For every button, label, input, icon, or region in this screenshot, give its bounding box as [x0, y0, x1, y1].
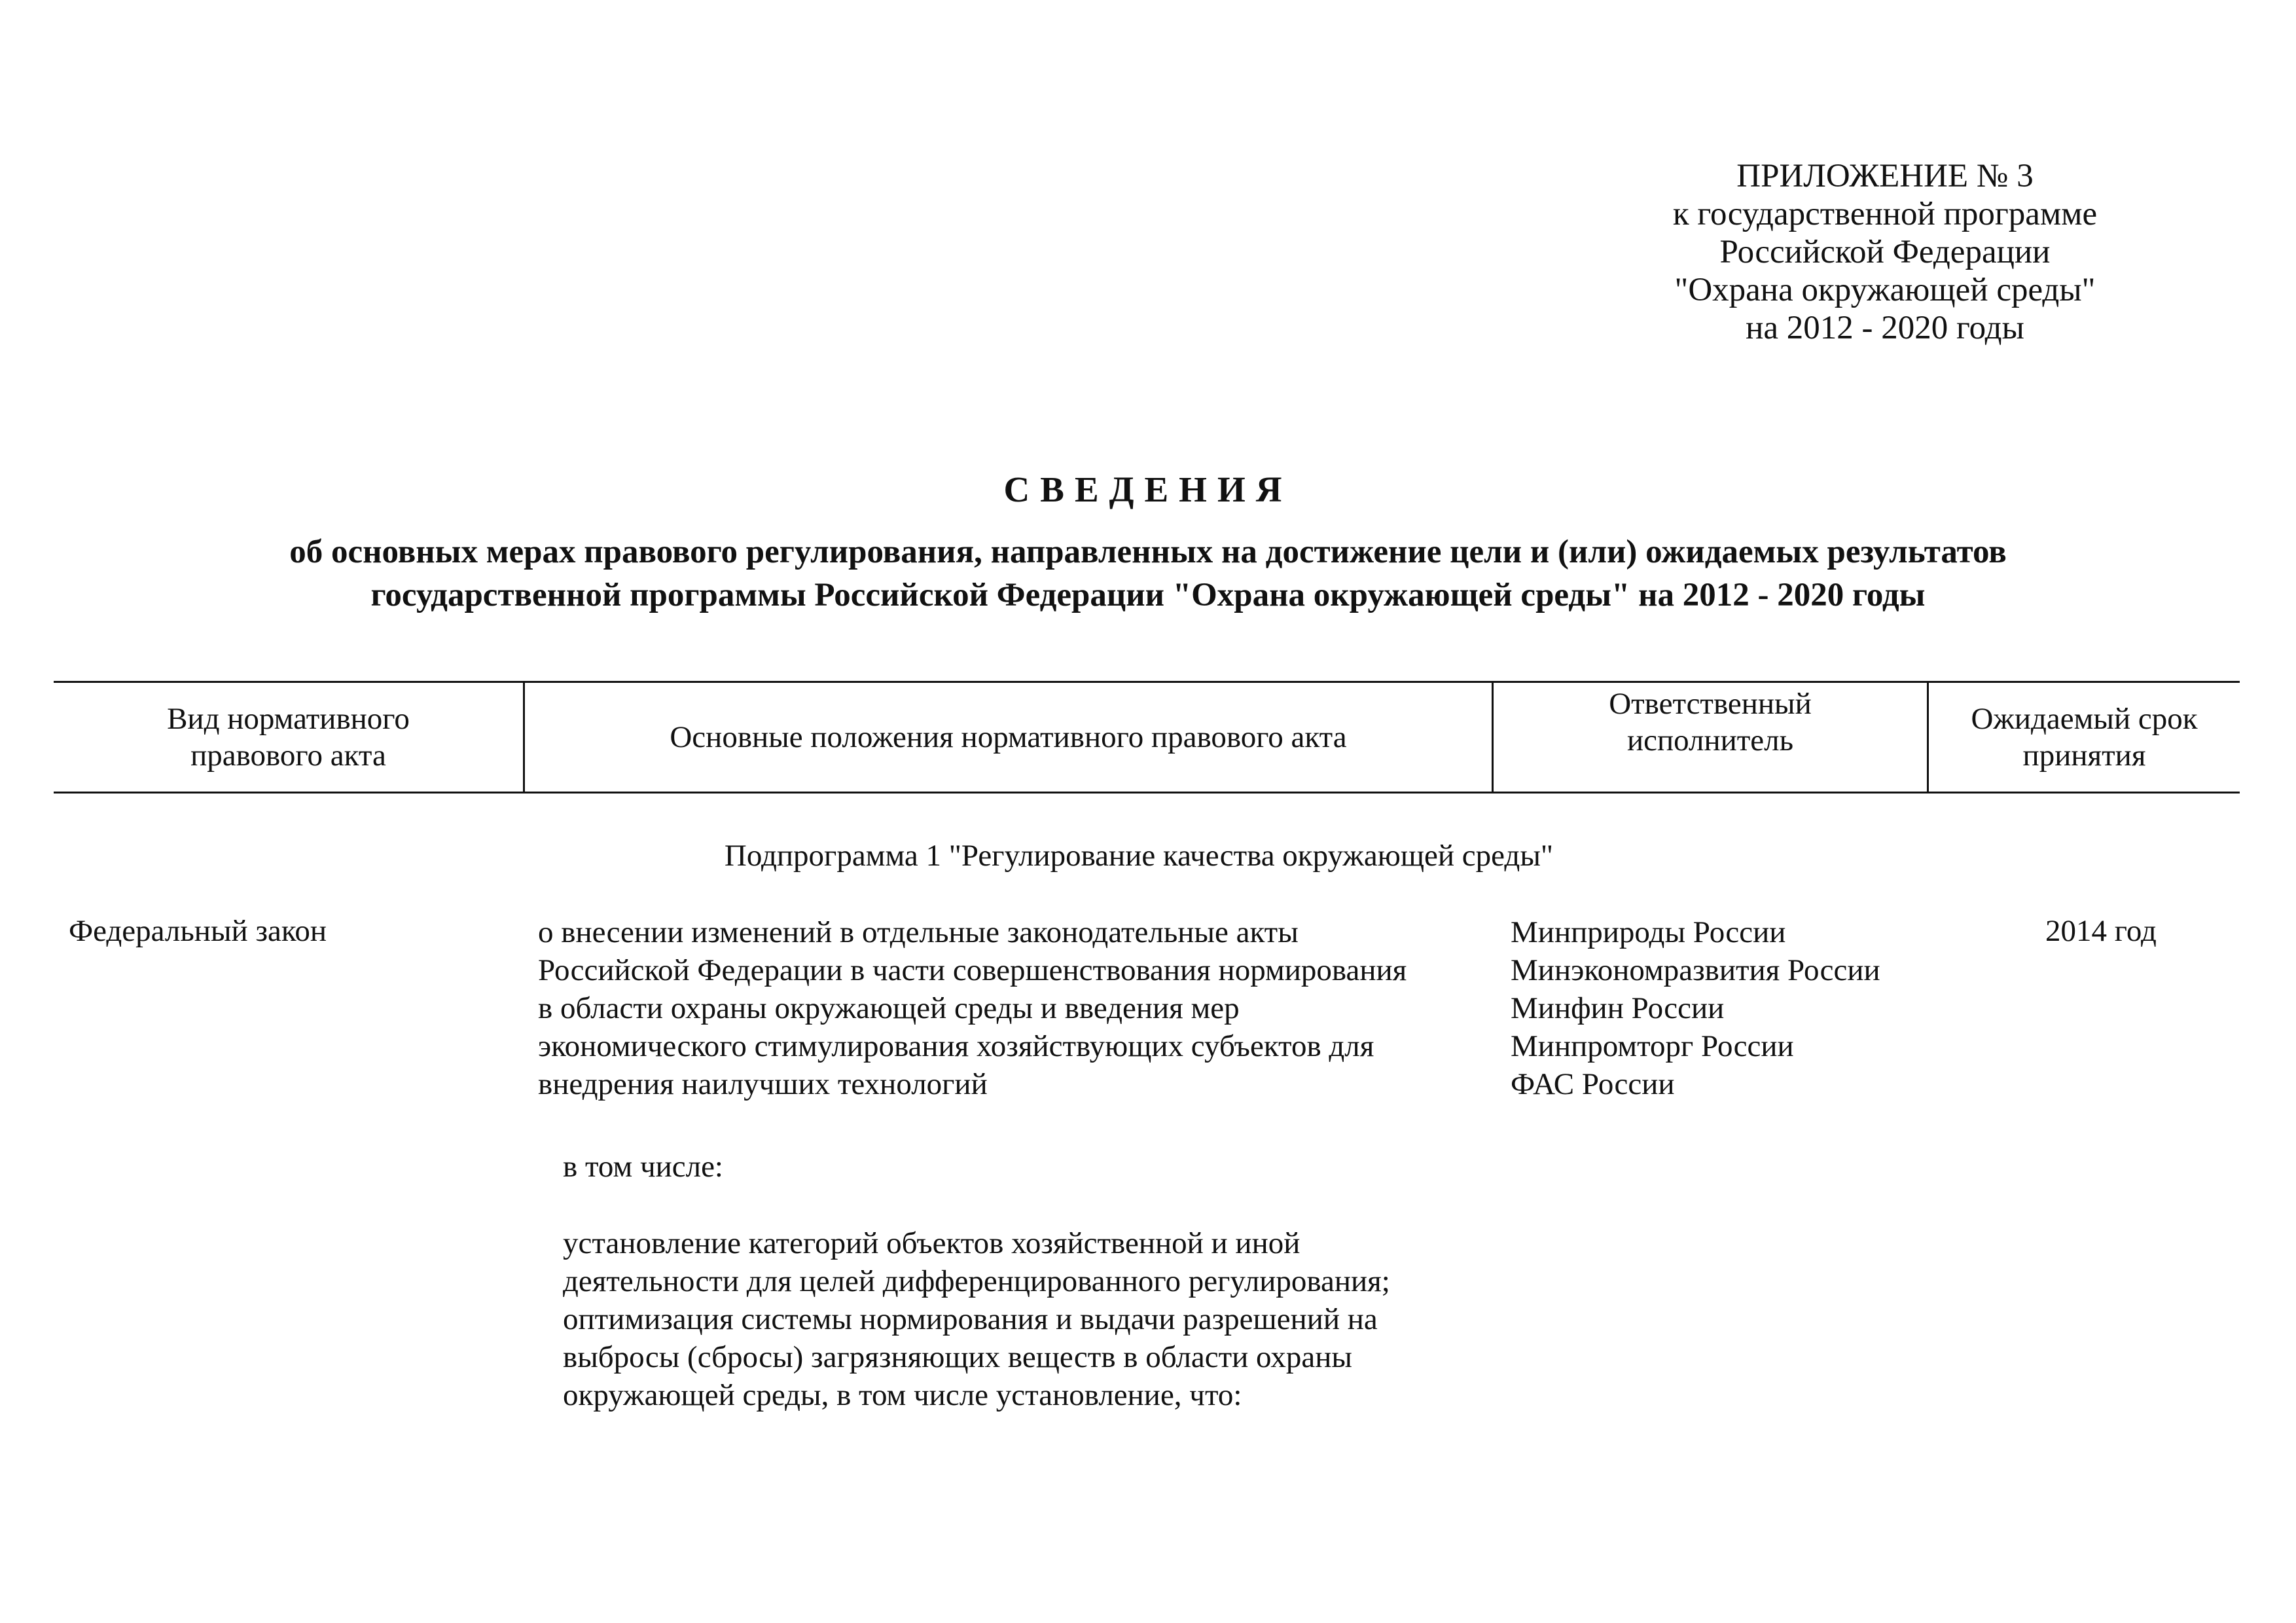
responsible-item: Минприроды России: [1511, 915, 1786, 949]
document-title: СВЕДЕНИЯ: [1003, 469, 1293, 509]
subtitle-line: государственной программы Российской Федерации "Охрана окружающей среды" на 2012 - 2020 годы: [370, 577, 1926, 613]
details-line: деятельности для целей дифференцированного регулирования;: [563, 1264, 1390, 1298]
responsible-item: ФАС России: [1511, 1067, 1675, 1101]
annex-line: Российской Федерации: [1719, 234, 2051, 270]
header-main-provisions: [525, 683, 1494, 792]
header-responsible: [1494, 683, 1929, 792]
responsible-item: Минфин России: [1511, 991, 1725, 1025]
header-line: принятия: [2022, 739, 2146, 773]
act-type-cell: Федеральный закон: [69, 914, 327, 948]
annex-line: "Охрана окружающей среды": [1674, 272, 2096, 308]
header-line: Ответственный: [1609, 687, 1812, 721]
details-line: окружающей среды, в том числе установление, что:: [563, 1378, 1242, 1412]
provision-line: о внесении изменений в отдельные законодательные акты: [538, 915, 1299, 949]
subtitle-line: об основных мерах правового регулирования, направленных на достижение цели и (или) ожидаемых результатов: [289, 534, 2007, 570]
responsible-item: Минпромторг России: [1511, 1029, 1794, 1063]
details-line: оптимизация системы нормирования и выдачи разрешений на: [563, 1302, 1378, 1336]
header-line: Ожидаемый срок: [1971, 702, 2198, 736]
annex-line: к государственной программе: [1672, 196, 2098, 232]
responsible-item: Минэкономразвития России: [1511, 953, 1880, 987]
header-line: Вид нормативного: [167, 702, 410, 736]
annex-line: на 2012 - 2020 годы: [1746, 310, 2024, 346]
details-block: [563, 1224, 1479, 1414]
header-act-type: [54, 683, 525, 792]
details-line: выбросы (сбросы) загрязняющих веществ в области охраны: [563, 1340, 1352, 1374]
header-line: Основные положения нормативного правового акта: [670, 720, 1347, 754]
header-expected-term: [1929, 683, 2240, 792]
subprogram-title: Подпрограмма 1 "Регулирование качества окружающей среды": [724, 839, 1554, 873]
provision-line: Российской Федерации в части совершенствования нормирования: [538, 953, 1407, 987]
annex-header: [1610, 157, 2160, 347]
responsible-cell: [1511, 913, 1880, 1103]
header-line: правового акта: [190, 739, 386, 773]
annex-line: ПРИЛОЖЕНИЕ № 3: [1736, 158, 2034, 194]
provision-line: внедрения наилучших технологий: [538, 1067, 988, 1101]
details-line: установление категорий объектов хозяйственной и иной: [563, 1226, 1300, 1260]
provisions-cell: [538, 913, 1500, 1103]
including-label: в том числе:: [563, 1150, 723, 1184]
table-header: [54, 681, 2240, 793]
header-line: исполнитель: [1626, 723, 1794, 757]
provision-line: в области охраны окружающей среды и введения мер: [538, 991, 1240, 1025]
expected-term-cell: 2014 год: [2045, 914, 2157, 948]
document-subtitle: [98, 530, 2198, 617]
provision-line: экономического стимулирования хозяйствующих субъектов для: [538, 1029, 1374, 1063]
